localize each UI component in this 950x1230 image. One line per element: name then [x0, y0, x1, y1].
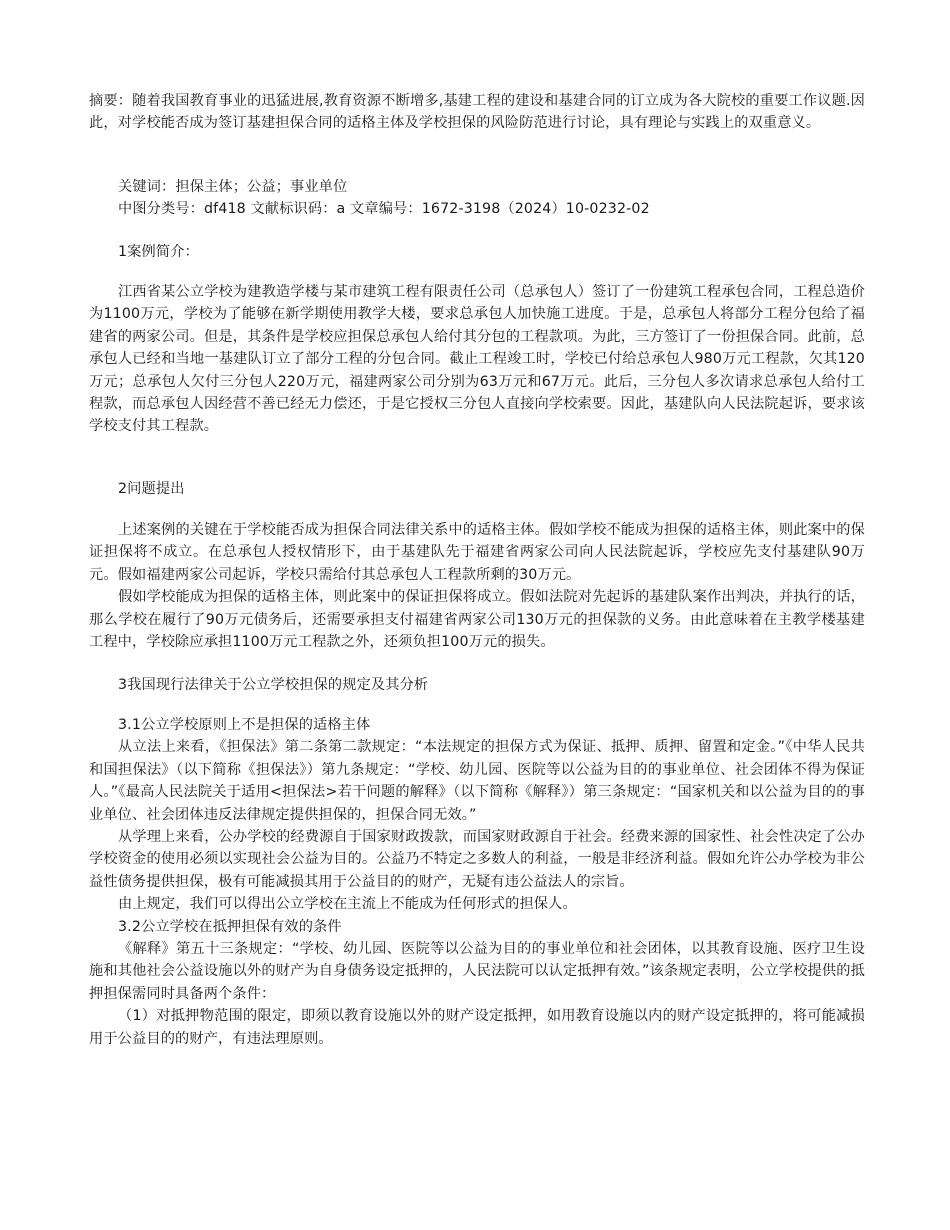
classification-line: 中图分类号：df418 文献标识码：a 文章编号：1672-3198（2024）10-0232-02 [118, 201, 650, 218]
section3-1-heading: 3.1公立学校原则上不是担保的适格主体 [118, 717, 371, 733]
section3-1-paragraph-1: 从立法上来看，《担保法》第二条第二款规定：“本法规定的担保方式为保证、抵押、质押、留置和定金。”《中华人民共和国担保法》（以下简称《担保法》）第九条规定：“学校、幼儿园、医院等以公益为目的的事业单位、社会团体不得为保证人。”《最高人民法院关于适用<担保法>若干问题的解释》（以下简称《解释》）第三条规定：“国家机关和以公益为目的的事业单位、社会团体违反法律规定提供担保的，担保合同无效。” [89, 739, 865, 823]
section3-2-heading: 3.2公立学校在抵押担保有效的条件 [118, 918, 342, 935]
section1-body [89, 281, 865, 438]
section3-1-paragraph-3: 由上规定，我们可以得出公立学校在主流上不能成为任何形式的担保人。 [118, 896, 577, 913]
section3-heading-block [89, 674, 865, 696]
metadata-block [89, 176, 865, 221]
section3-body [89, 714, 865, 1050]
section3-2-paragraph-1: 《解释》第五十三条规定：“学校、幼儿园、医院等以公益为目的的事业单位和社会团体，以其教育设施、医疗卫生设施和其他社会公益设施以外的财产为自身债务设定抵押的，人民法院可以认定抵押有效。”该条规定表明，公立学校提供的抵押担保需同时具备两个条件： [89, 941, 865, 1002]
section1-paragraph: 江西省某公立学校为建教造学楼与某市建筑工程有限责任公司（总承包人）签订了一份建筑工程承包合同，工程总造价为1100万元，学校为了能够在新学期使用教学大楼，要求总承包人加快施工进度。于是，总承包人将部分工程分包给了福建省的两家公司。但是，其条件是学校应担保总承包人给付其分包的工程款项。为此，三方签订了一份担保合同。此前，总承包人已经和当地一基建队订立了部分工程的分包合同。截止工程竣工时，学校已付给总承包人980万元工程款，欠其120万元；总承包人欠付三分包人220万元，福建两家公司分别为63万元和67万元。此后，三分包人多次请求总承包人给付工程款，而总承包人因经营不善已经无力偿还，于是它授权三分包人直接向学校索要。因此，基建队向人民法院起诉，要求该学校支付其工程款。 [89, 284, 865, 435]
section1-heading-block [89, 241, 865, 263]
section3-heading: 3我国现行法律关于公立学校担保的规定及其分析 [118, 677, 429, 693]
section2-paragraph-2: 假如学校能成为担保的适格主体，则此案中的保证担保将成立。假如法院对先起诉的基建队案作出判决，并执行的话，那么学校在履行了90万元债务后，还需要承担支付福建省两家公司130万元的担保款的义务。由此意味着在主教学楼基建工程中，学校除应承担1100万元工程款之外，还须负担100万元的损失。 [89, 589, 865, 651]
abstract-block [89, 90, 865, 135]
section2-paragraph-1: 上述案例的关键在于学校能否成为担保合同法律关系中的适格主体。假如学校不能成为担保的适格主体，则此案中的保证担保将不成立。在总承包人授权情形下，由于基建队先于福建省两家公司向人民法院起诉，学校应先支付基建队90万元。假如福建两家公司起诉，学校只需给付其总承包人工程款所剩的30万元。 [89, 522, 865, 583]
section3-2-paragraph-2: （1）对抵押物范围的限定，即须以教育设施以外的财产设定抵押，如用教育设施以内的财产设定抵押的，将可能减损用于公益目的的财产，有违法理原则。 [89, 1008, 865, 1047]
section1-heading: 1案例简介： [118, 244, 199, 260]
section2-body [89, 519, 865, 653]
section2-heading: 2问题提出 [118, 481, 185, 497]
keywords-line: 关键词：担保主体；公益；事业单位 [118, 179, 348, 195]
abstract-text: 摘要：随着我国教育事业的迅猛进展,教育资源不断增多,基建工程的建设和基建合同的订立成为各大院校的重要工作议题.因此，对学校能否成为签订基建担保合同的适格主体及学校担保的风险防范进行讨论，具有理论与实践上的双重意义。 [89, 93, 865, 132]
section3-1-paragraph-2: 从学理上来看，公办学校的经费源自于国家财政拨款，而国家财政源自于社会。经费来源的国家性、社会性决定了公办学校资金的使用必须以实现社会公益为目的。公益乃不特定之多数人的利益，一般是非经济利益。假如允许公办学校为非公益性债务提供担保，极有可能减损其用于公益目的的财产，无疑有违公益法人的宗旨。 [89, 829, 865, 890]
section2-heading-block [89, 478, 865, 500]
